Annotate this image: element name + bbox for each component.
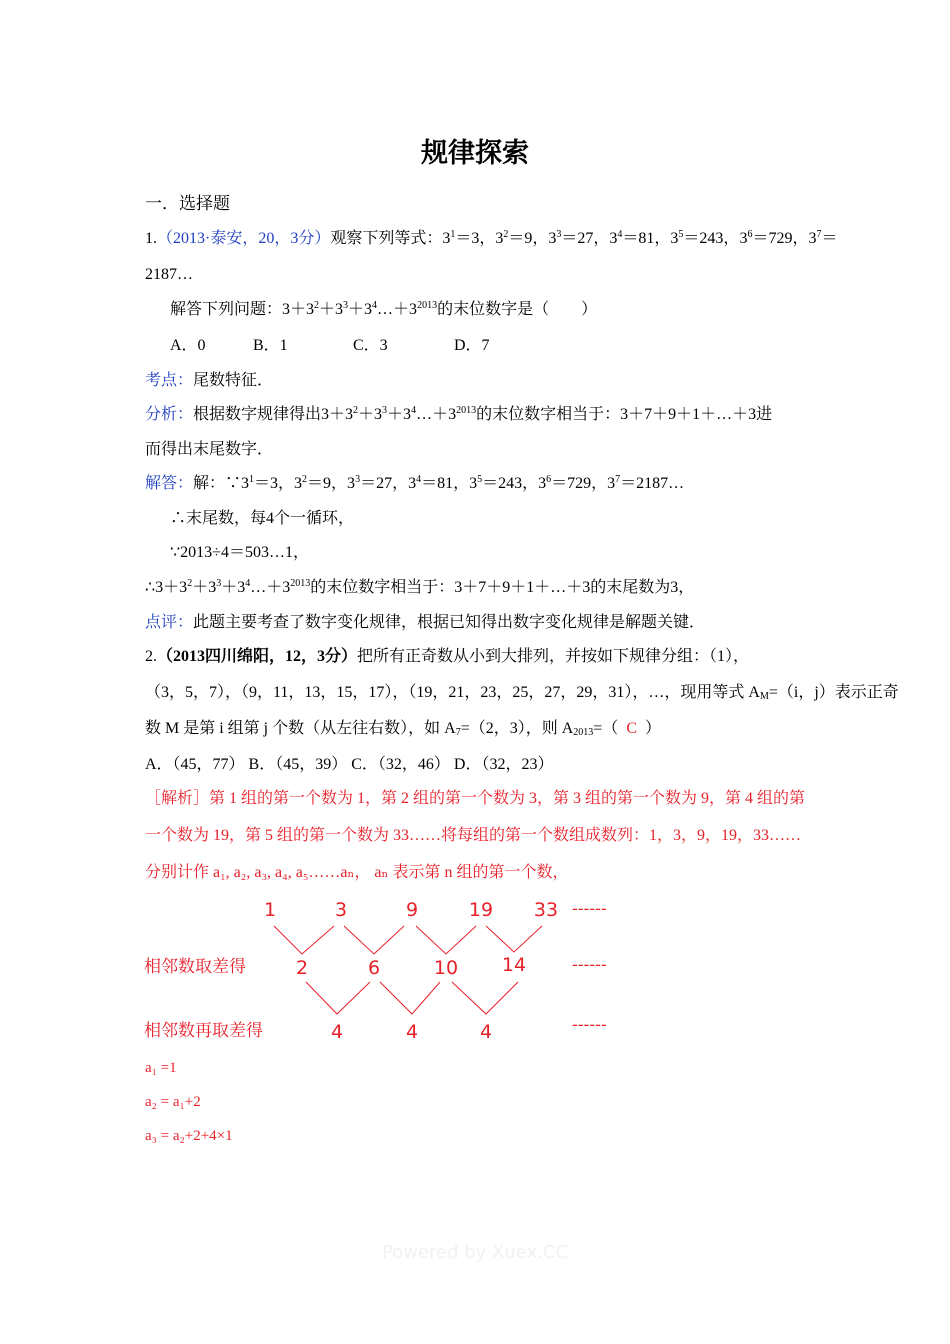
power-exponent: 5 <box>678 229 684 240</box>
fenxi-label: 分析： <box>145 406 194 423</box>
watermark: Powered by Xuex.CC <box>381 1242 569 1263</box>
dashes-row3: ------ <box>572 1015 607 1034</box>
q2-line3-close: ） <box>644 720 661 737</box>
difference-diagram <box>140 890 660 1050</box>
dianping-label: 点评： <box>145 614 194 631</box>
fenxi-post: 的末位数字相当于：3＋7＋9＋1＋…＋3进 <box>476 406 773 423</box>
q1-question: 解答下列问题：$3+3^2+3^3+3^4\dots+3^{2013}$的末位数字是（ ） <box>170 300 598 318</box>
power-value: ＝81， <box>622 230 671 247</box>
q1-question-end: 的末位数字是（ ） <box>437 301 598 318</box>
q1-kaodian <box>145 371 273 391</box>
jieda-end: ＝2187… <box>620 475 685 492</box>
jieda-label: 解答： <box>145 475 194 492</box>
q1-question-pre: 解答下列问题：3＋3 <box>170 301 315 318</box>
q1-dianping <box>145 613 705 633</box>
diff-value: 6 <box>367 957 381 979</box>
q1-powers: $3^1=3$，$3^2=9$，$3^3=27$，$3^4=81$，$3^5=243$，$3^6=729$，$3^7=$ <box>442 229 838 247</box>
q2-jiexi-3: 分别计作 a₁, a₂, a₃, a₄, a₅……aₙ， aₙ 表示第 n 组的第一个数， <box>145 864 569 881</box>
power-value: ＝729， <box>752 230 809 247</box>
power-value: ＝ <box>821 230 838 247</box>
q1-option-c[interactable]: C．3 <box>353 337 388 354</box>
dashes-row2: ------ <box>572 955 607 974</box>
diff-value: 14 <box>501 954 527 976</box>
q1-step3: $\therefore 3+3^2+3^3+3^4\dots+3^{2013}$的末位数字相当于：3＋7＋9＋1＋…＋3的末尾数为3， <box>145 578 695 596</box>
seq-value: 9 <box>405 899 419 921</box>
q2-options: A．（45，77） B．（45，39） C．（32，46） D．（32，23） <box>145 756 554 773</box>
kaodian-text: 尾数特征． <box>193 372 274 389</box>
q1-fenxi: 分析：根据数字规律得出$3+3^2+3^3+3^4\dots+3^{2013}$的末位数字相当于：3＋7＋9＋1＋…＋3进 <box>145 405 773 423</box>
seq-value: 3 <box>334 899 348 921</box>
q2-jiexi-2: 一个数为 19，第 5 组的第一个数为 33……将每组的第一个数组成数列：1，3，9，19，33…… <box>145 827 802 844</box>
eq-a3: a₃ = a₂+2+4×1 <box>145 1128 233 1144</box>
fenxi-cont: 而得出末尾数字． <box>145 441 274 458</box>
power-exponent: 2 <box>503 229 509 240</box>
q2-line2: （3，5，7），（9，11，13，15，17），（19，21，23，25，27，29，31），…，现用等式 $A_M=(i$，j）表示正奇 <box>145 684 899 702</box>
second-diff-value: 4 <box>479 1021 493 1043</box>
q2-source: （2013四川绵阳，12，3分） <box>157 648 358 665</box>
q2-answer: C <box>626 720 637 737</box>
q1-source: （2013·泰安，20，3分） <box>157 230 331 247</box>
diff-value: 10 <box>433 957 459 979</box>
q2-number: 2. <box>145 648 157 665</box>
seq-value: 19 <box>468 899 494 921</box>
power-value: ＝3， <box>455 230 496 247</box>
kaodian-label: 考点： <box>145 372 194 389</box>
power-exponent: 4 <box>617 229 623 240</box>
seq-value: 1 <box>263 899 277 921</box>
q2-line3: 数 M 是第 i 组第 j 个数（从左往右数），如 $A_7=(2$，3），则 $A_{2013}=$（ C ） <box>145 720 661 738</box>
q2-line3-mid: =（2，3），则 A <box>460 720 574 737</box>
q2-line3-pre: 数 M 是第 i 组第 j 个数（从左往右数），如 A <box>145 720 456 737</box>
q1-step2: ∵2013÷4＝503…1， <box>170 544 309 561</box>
q1-jieda: 解答：解：$\because 3^1=3$，$3^2=9$，$3^3=27$，$3^4=81$，$3^5=243$，$3^6=729$，$3^7=2187\dots$ <box>145 474 685 492</box>
q1-number: 1. <box>145 230 157 247</box>
power-exponent: 3 <box>556 229 562 240</box>
q1-line2: 2187… <box>145 266 193 283</box>
power-value: ＝27， <box>561 230 610 247</box>
second-diff-value: 4 <box>405 1021 419 1043</box>
q2-line2-pre: （3，5，7），（9，11，13，15，17），（19，21，23，25，27，29，31），…，现用等式 A <box>145 684 760 701</box>
row3-label: 相邻数再取差得 <box>144 1021 263 1041</box>
power-value: ＝243， <box>683 230 740 247</box>
step3-pre: ∴3＋3 <box>145 579 188 596</box>
q1-step1: ∴末尾数，每4个一循环， <box>170 510 355 527</box>
dashes-row1: ------ <box>572 899 607 918</box>
eq-a1: a₁ =1 <box>145 1060 177 1076</box>
q1-option-a[interactable]: A．0 <box>170 337 206 354</box>
q2-line3-post: =（ <box>593 720 619 737</box>
dianping-text: 此题主要考查了数字变化规律，根据已知得出数字变化规律是解题关键． <box>193 614 706 631</box>
q2-line2-post: =（i，j）表示正奇 <box>768 684 899 701</box>
jieda-pre: 解：∵3 <box>193 475 250 492</box>
power-exponent: 6 <box>747 229 753 240</box>
q2-line1 <box>145 647 749 667</box>
page-title: 规律探索 <box>421 138 529 168</box>
row2-label: 相邻数取差得 <box>144 957 246 977</box>
q2-stem: 把所有正奇数从小到大排列，并按如下规律分组：（1）， <box>357 648 750 665</box>
power-exponent: 7 <box>816 229 822 240</box>
q1-option-b[interactable]: B．1 <box>253 337 288 354</box>
section-heading: 一．选择题 <box>145 194 230 213</box>
fenxi-pre: 根据数字规律得出3＋3 <box>193 406 354 423</box>
power-exponent: 1 <box>450 229 456 240</box>
second-diff-value: 4 <box>330 1021 344 1043</box>
eq-a2: a₂ = a₁+2 <box>145 1094 201 1110</box>
power-value: ＝9， <box>508 230 549 247</box>
seq-value: 33 <box>533 899 559 921</box>
q2-jiexi-1: ［解析］第 1 组的第一个数为 1，第 2 组的第一个数为 3，第 3 组的第一个数为 9，第 4 组的第 <box>145 790 806 807</box>
diff-value: 2 <box>295 957 309 979</box>
step3-post: 的末位数字相当于：3＋7＋9＋1＋…＋3的末尾数为3， <box>310 579 695 596</box>
q1-line1 <box>145 229 837 249</box>
q1-stem: 观察下列等式： <box>330 230 443 247</box>
q1-option-d[interactable]: D．7 <box>454 337 490 354</box>
